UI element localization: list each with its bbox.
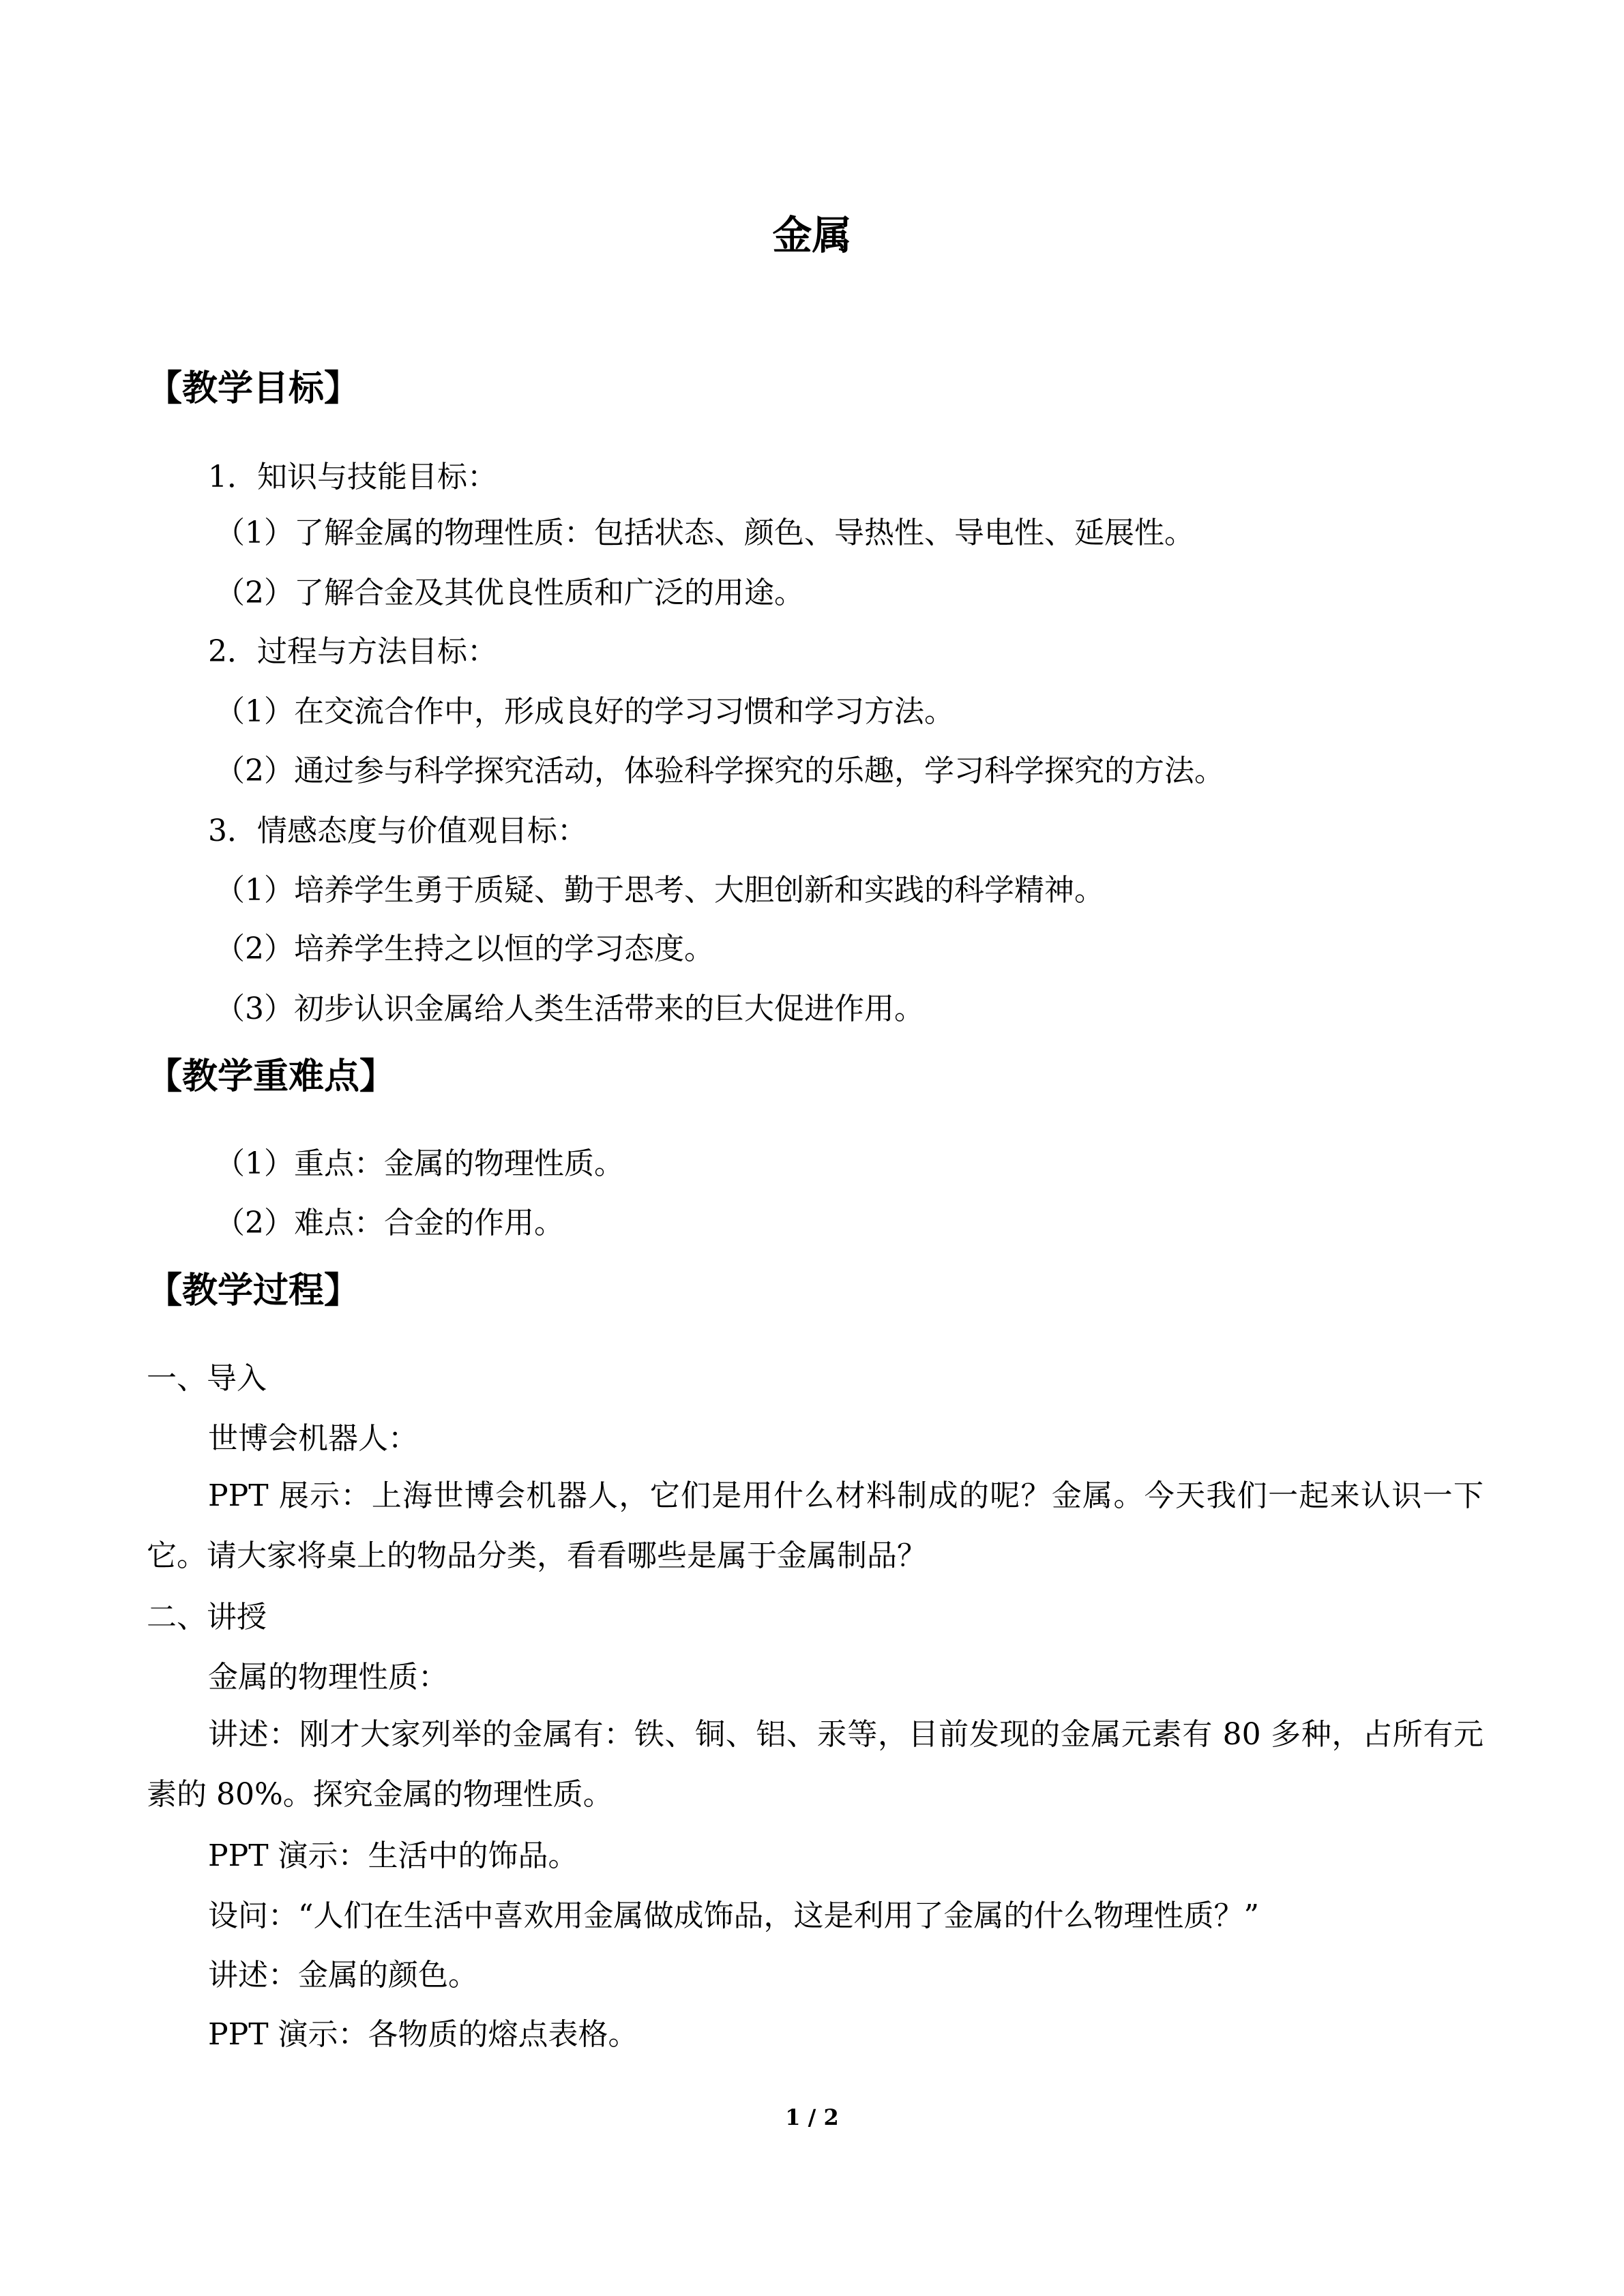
process-line: PPT 演示：各物质的熔点表格。 — [208, 2017, 638, 2052]
process-line: PPT 演示：生活中的饰品。 — [208, 1838, 578, 1873]
heading-objectives: 【教学目标】 — [147, 368, 360, 409]
objective-line: （1）了解金属的物理性质：包括状态、颜色、导热性、导电性、延展性。 — [215, 516, 1194, 550]
process-part-intro: 一、导入 — [147, 1361, 267, 1396]
objective-line: （2）通过参与科学探究活动，体验科学探究的乐趣，学习科学探究的方法。 — [215, 754, 1224, 788]
objective-line: （3）初步认识金属给人类生活带来的巨大促进作用。 — [215, 992, 924, 1026]
process-line: 设问：“人们在生活中喜欢用金属做成饰品，这是利用了金属的什么物理性质？” — [208, 1898, 1259, 1933]
process-line: 讲述：金属的颜色。 — [208, 1958, 478, 1993]
process-paragraph: PPT 展示：上海世博会机器人，它们是用什么材料制成的呢？金属。今天我们一起来认识一下它。请大家将桌上的物品分类，看看哪些是属于金属制品？ — [147, 1478, 1483, 1573]
process-paragraph: 讲述：刚才大家列举的金属有：铁、铜、铝、汞等，目前发现的金属元素有 80 多种，占所有元素的 80%。探究金属的物理性质。 — [147, 1717, 1483, 1812]
objective-line: （1）培养学生勇于质疑、勤于思考、大胆创新和实践的科学精神。 — [215, 873, 1104, 908]
process-part-teach: 二、讲授 — [147, 1600, 267, 1635]
objective-line: （2）培养学生持之以恒的学习态度。 — [215, 931, 714, 966]
keypoint-line: （1）重点：金属的物理性质。 — [215, 1146, 624, 1181]
keypoint-line: （2）难点：合金的作用。 — [215, 1206, 564, 1240]
objective-line: 2．过程与方法目标： — [208, 634, 497, 669]
objective-line: 3．情感态度与价值观目标： — [208, 814, 587, 848]
page-number: 1 / 2 — [785, 2104, 839, 2130]
process-line: 世博会机器人： — [208, 1421, 418, 1456]
process-line: 金属的物理性质： — [208, 1660, 448, 1695]
heading-keypoints: 【教学重难点】 — [147, 1056, 396, 1097]
objective-line: （2）了解合金及其优良性质和广泛的用途。 — [215, 576, 804, 610]
objective-line: （1）在交流合作中，形成良好的学习习惯和学习方法。 — [215, 694, 954, 729]
objective-line: 1．知识与技能目标： — [208, 460, 497, 494]
document-title: 金属 — [772, 212, 852, 258]
heading-process: 【教学过程】 — [147, 1270, 360, 1311]
